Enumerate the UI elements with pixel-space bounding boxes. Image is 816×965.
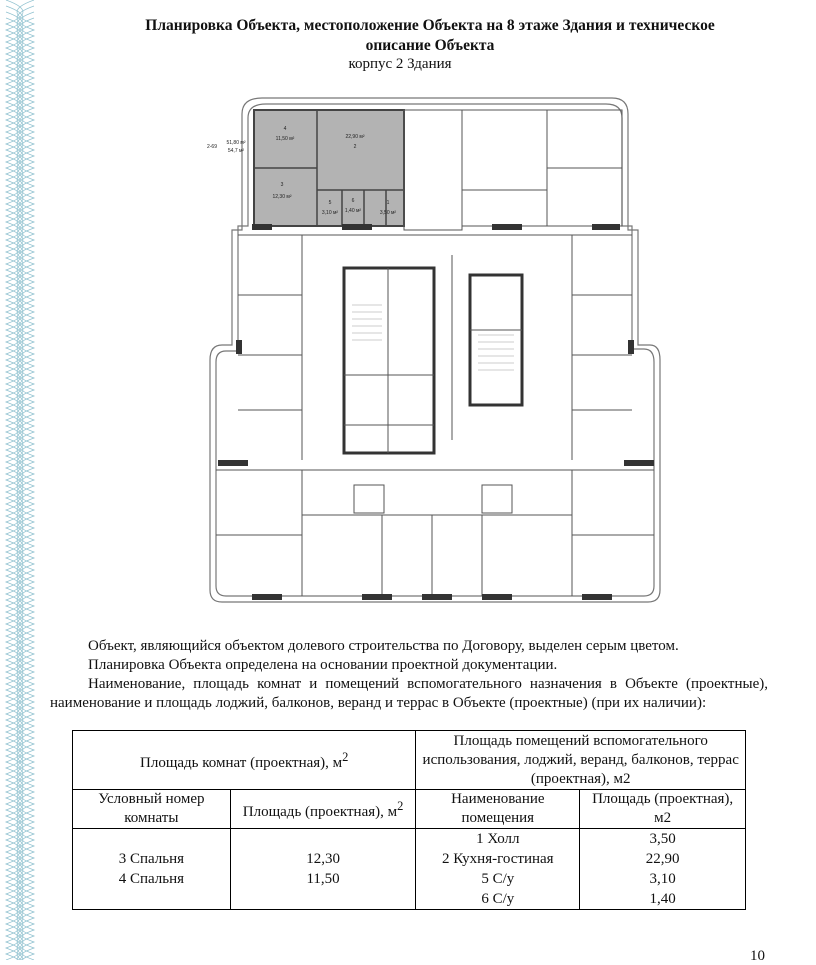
room-area: 11,50 [306,871,340,887]
room-3-area: 12,30 м² [272,194,292,200]
room-4-area: 11,50 м² [275,136,295,142]
unit-total-area-2: 54,7 м² [227,148,245,154]
aux-name: 1 Холл [476,831,520,847]
room-6-num: 6 [351,198,355,204]
document-subtitle: корпус 2 Здания [348,56,452,72]
room-1-num: 1 [386,200,390,206]
floor-plan [192,90,672,610]
col-room-area: Площадь (проектная), $м^2$ [230,790,416,829]
table-row [73,829,746,910]
col-aux-area: Площадь (проектная), м2 [580,790,746,829]
aux-name: 2 Кухня-гостиная [442,851,554,867]
header-room-areas: Площадь комнат (проектная), $м^2$ [73,731,416,790]
paragraph-object-note: Объект, являющийся объектом долевого строительства по Договору, выделен серым цветом. [88,638,679,654]
aux-area: 1,40 [649,891,676,907]
paragraph-plan-basis: Планировка Объекта определена на основании проектной документации. [88,657,558,673]
col-room-number: Условный номер комнаты [73,790,231,829]
unit-code: 2-69 [206,144,218,150]
aux-names-cell [416,829,580,910]
aux-area: 22,90 [645,851,680,867]
header-aux-areas: Площадь помещений вспомогательного использования, лоджий, веранд, балконов, террас (проектная), м2 [416,731,746,790]
decorative-border [0,0,46,960]
aux-area: 3,10 [649,871,676,887]
room-name: 4 Спальня [118,871,185,887]
room-2-area: 22,90 м² [345,134,365,140]
room-areas-cell [230,829,416,910]
aux-name: 5 С/у [481,871,515,887]
table-header-row [73,731,746,790]
paragraph-areas-intro: Наименование, площадь комнат и помещений вспомогательного назначения в Объекте (проектные), наименование и площадь лоджий, балконов, веранд и террас в Объекте (проектные) (при их наличии): [50,676,768,711]
document-title: Планировка Объекта, местоположение Объекта на 8 этаже Здания и техническое описание Объекта [145,17,715,54]
room-3-num: 3 [280,182,284,188]
table-subheader-row [73,790,746,829]
aux-area: 3,50 [649,831,676,847]
area-table [72,730,746,910]
room-name: 3 Спальня [118,851,185,867]
room-4-num: 4 [283,126,287,132]
room-area: 12,30 [306,851,340,867]
aux-name: 6 С/у [481,891,515,907]
room-names-cell [73,829,231,910]
room-1-area: 3,50 м² [379,210,397,216]
col-aux-name: Наименование помещения [416,790,580,829]
room-6-area: 1,40 м² [344,208,362,214]
unit-total-area: 51,80 м² [226,140,246,146]
room-2-num: 2 [353,144,357,150]
aux-areas-cell [580,829,746,910]
page-number: 10 [750,948,765,964]
room-5-num: 5 [328,200,332,206]
room-5-area: 3,10 м² [321,210,339,216]
